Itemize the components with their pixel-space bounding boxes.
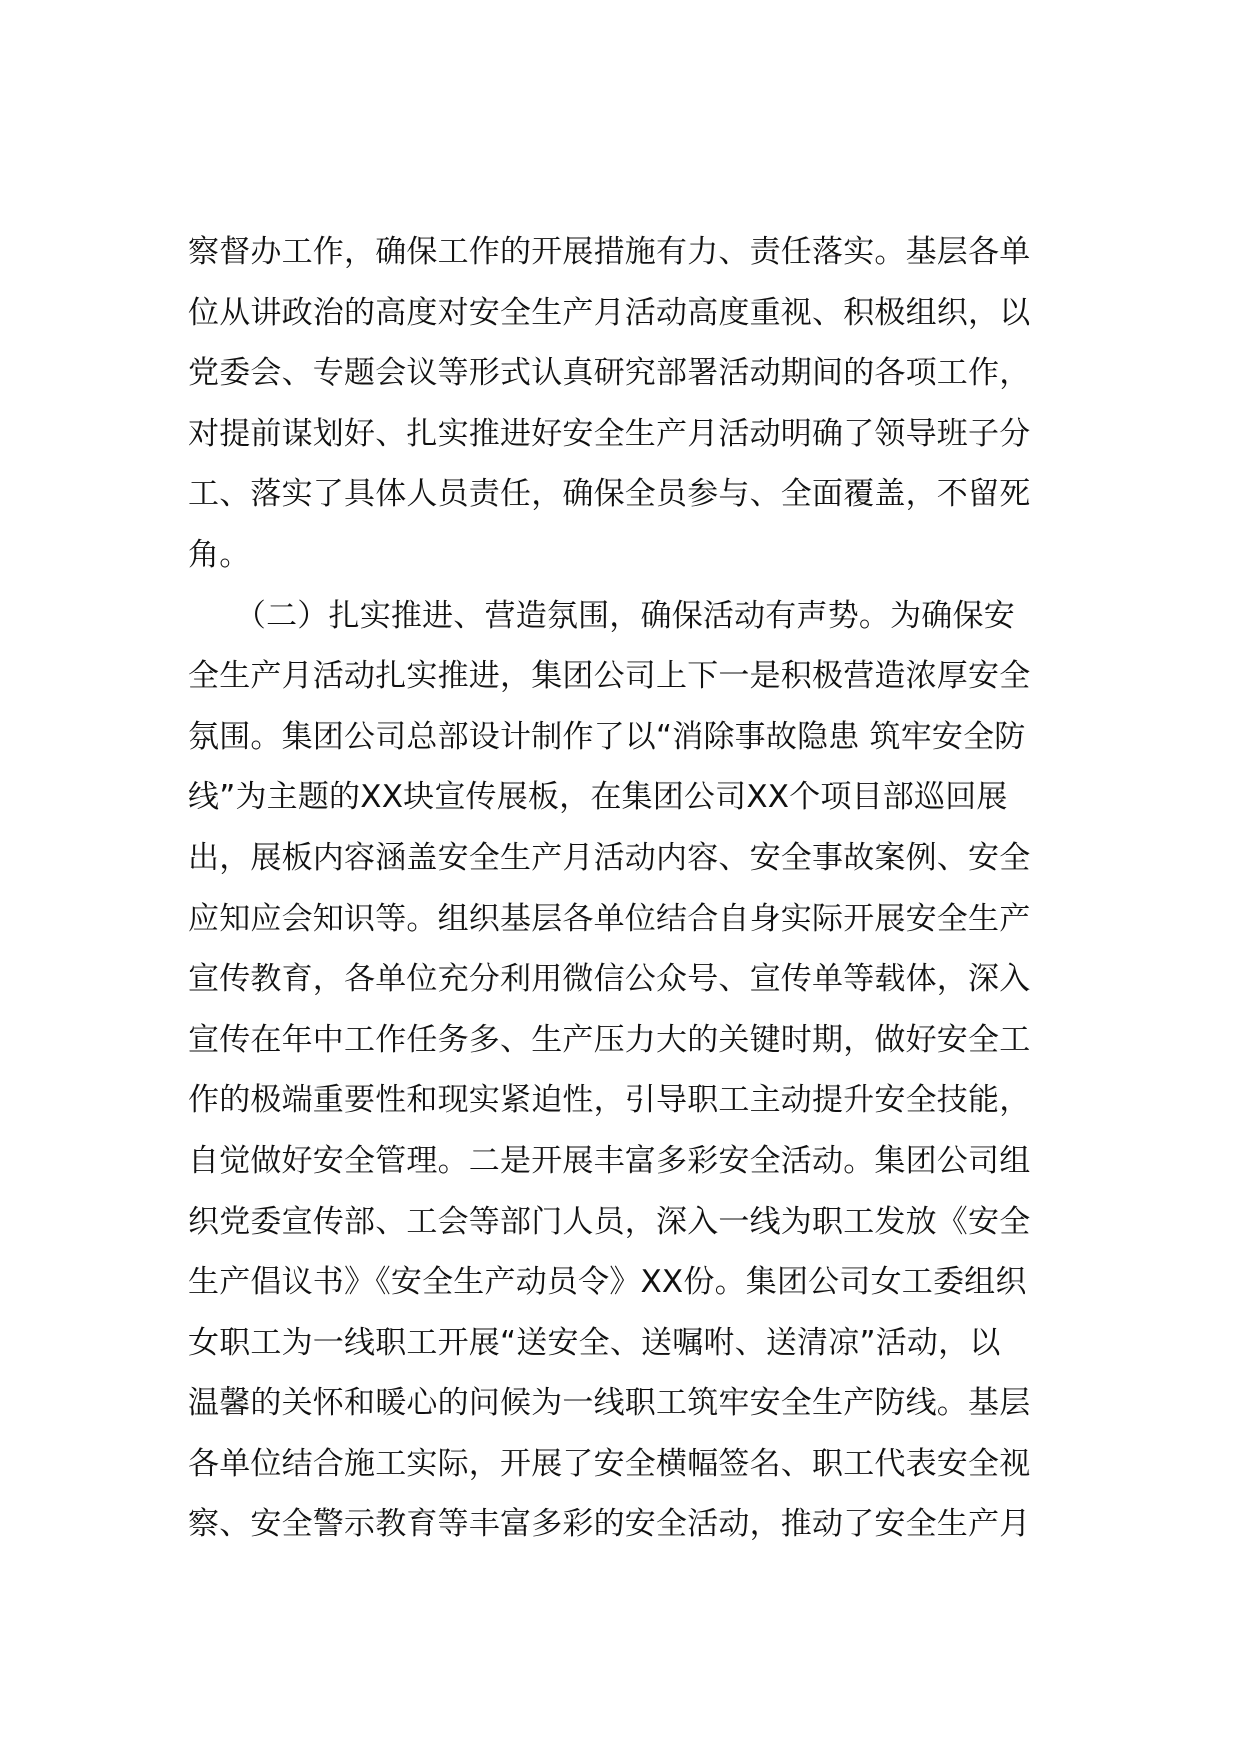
document-body: [188, 222, 1108, 1555]
text-line: 线”为主题的XX块宣传展板，在集团公司XX个项目部巡回展: [188, 779, 1008, 816]
text-line: 位从讲政治的高度对安全生产月活动高度重视、积极组织，以: [188, 294, 1031, 331]
text-line: 宣传在年中工作任务多、生产压力大的关键时期，做好安全工: [188, 1021, 1031, 1058]
text-line: 应知应会知识等。组织基层各单位结合自身实际开展安全生产: [188, 900, 1031, 937]
text-line: 全生产月活动扎实推进，集团公司上下一是积极营造浓厚安全: [188, 658, 1031, 695]
text-line: 自觉做好安全管理。二是开展丰富多彩安全活动。集团公司组: [188, 1142, 1031, 1179]
text-line: 温馨的关怀和暖心的问候为一线职工筑牢安全生产防线。基层: [188, 1385, 1031, 1422]
text-line: 作的极端重要性和现实紧迫性，引导职工主动提升安全技能，: [188, 1082, 1031, 1119]
text-line: 察、安全警示教育等丰富多彩的安全活动，推动了安全生产月: [188, 1506, 1031, 1543]
text-line: 党委会、专题会议等形式认真研究部署活动期间的各项工作，: [188, 355, 1031, 392]
text-line: 女职工为一线职工开展“送安全、送嘱咐、送清凉”活动，以: [188, 1324, 1001, 1361]
text-line: 宣传教育，各单位充分利用微信公众号、宣传单等载体，深入: [188, 961, 1031, 998]
text-line: 织党委宣传部、工会等部门人员，深入一线为职工发放《安全: [188, 1203, 1031, 1240]
text-line: 察督办工作，确保工作的开展措施有力、责任落实。基层各单: [188, 234, 1031, 270]
paragraph-2: [188, 586, 1108, 1556]
text-line: 氛围。集团公司总部设计制作了以“消除事故隐患 筑牢安全防: [188, 718, 1026, 755]
text-line: （二）扎实推进、营造氛围，确保活动有声势。为确保安: [188, 597, 1015, 634]
text-line: 出，展板内容涵盖安全生产月活动内容、安全事故案例、安全: [188, 839, 1031, 876]
text-line: 各单位结合施工实际，开展了安全横幅签名、职工代表安全视: [188, 1445, 1031, 1482]
paragraph-1: [188, 222, 1108, 586]
text-line: 工、落实了具体人员责任，确保全员参与、全面覆盖，不留死: [188, 476, 1031, 513]
text-line: 对提前谋划好、扎实推进好安全生产月活动明确了领导班子分: [188, 415, 1031, 452]
text-line: 角。: [188, 536, 251, 573]
text-line: 生产倡议书》《安全生产动员令》XX份。集团公司女工委组织: [188, 1264, 1027, 1301]
